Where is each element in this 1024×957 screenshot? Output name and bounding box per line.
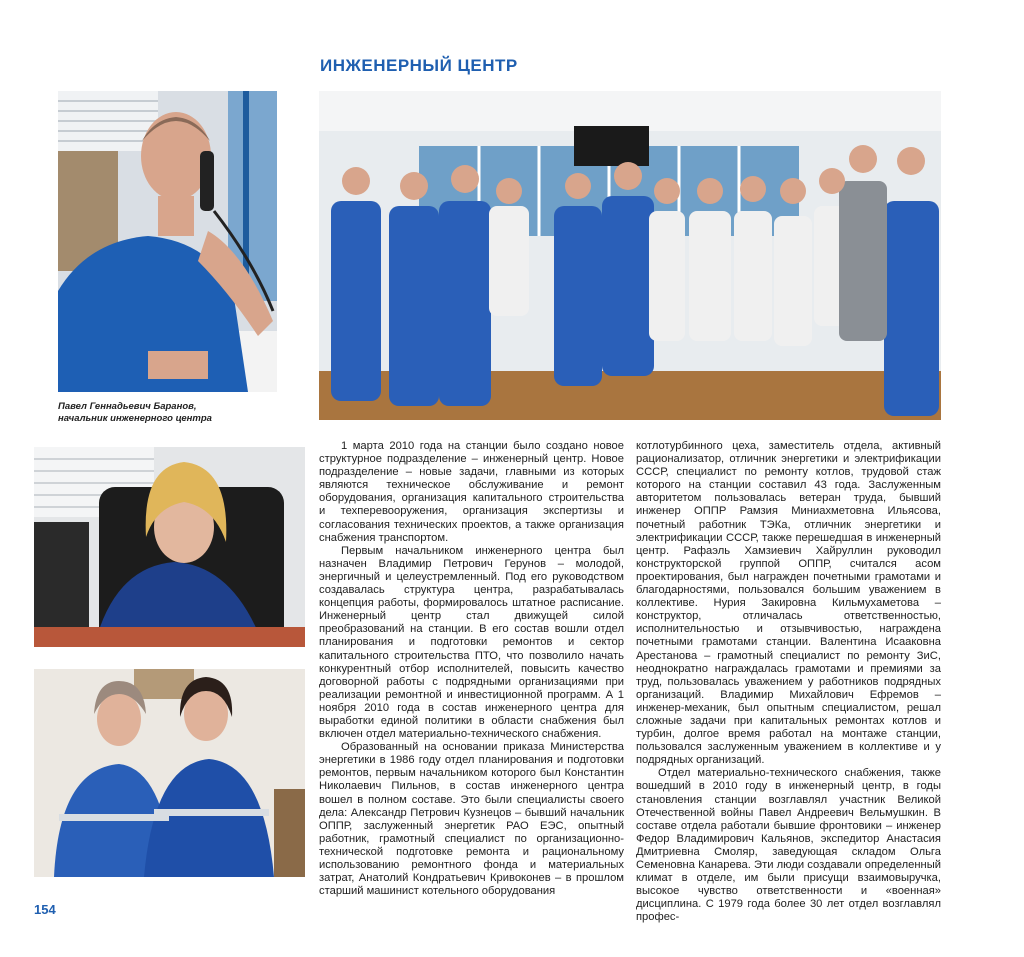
paragraph: 1 марта 2010 года на станции было создано новое структурное подразделение – инженерный центр. Новое подразделение – новые задачи, главными из которых являются техническое обслуживание и ремонт оборудования, организация капитального строительства и техперевооружения, организация экспертизы и согласования технических проектов, а также организация снабжения транспортом. xyxy=(319,440,624,544)
two-women-photo xyxy=(34,669,305,877)
paragraph: Отдел материально-технического снабжения, также вошедший в 2010 году в инженерный центр, в годы становления станции возглавлял участник Великой Отечественной войны Павел Андреевич Вельмушкин. В составе отдела работали бывшие фронтовики – инженер Федор Владимирович Кальянов, экспедитор Анастасия Дмитриевна Смоляр, заведующая складом Ольга Семеновна Канарева. Эти люди создавали определенный климат в отделе, им были присущи взаимовыручка, высокое чувство ответственности и «военная» дисциплина. С 1979 года более 30 лет отдел возглавлял профес- xyxy=(636,767,941,924)
paragraph: котлотурбинного цеха, заместитель отдела, активный рационализатор, отличник энергетики и электрификации СССР, специалист по ремонту котлов, трудовой стаж которого на станции составил 43 года. Заслуженным авторитетом пользовалась ветеран труда, бывший инженер ОППР Рамзия Миниахметовна Ильясова, почетный работник ТЭКа, отличник энергетики и электрификации СССР, также перешедшая в инженерный центр. Рафаэль Хамзиевич Хайруллин руководил конструкторской группой ОППР, считался асом проектирования, был награжден почетными грамотами и благодарностями, пользовался большим уважением в коллективе. Нурия Закировна Кильмухаметова – конструктор, отличалась ответственностью, исполнительностью и отзывчивостью, награждена почетными грамотами станции. Валентина Исааковна Арестанова – грамотный специалист по ремонту ЗиС, неоднократно награждалась грамотами и премиями за труд, пользовалась уважением у работников подрядных организаций. Владимир Михайлович Ефремов – инженер-механик, был опытным специалистом, решал сложные задачи при капитальных ремонтах котлов и турбин, долгое время работал на монтаже станции, пользовался заслуженным уважением в коллективе и у подрядных организаций. xyxy=(636,440,941,767)
portrait-photo-head xyxy=(58,91,277,392)
caption-name: Павел Геннадьевич Баранов, xyxy=(58,401,197,412)
page-number: 154 xyxy=(34,902,56,917)
section-title: ИНЖЕНЕРНЫЙ ЦЕНТР xyxy=(320,56,518,75)
paragraph: Первым начальником инженерного центра был назначен Владимир Петрович Герунов – молодой, энергичный и целеустремленный. Под его руководством создавалась структура центра, разрабатывалась концепция работы, формировалось штатное расписание. Инженерный центр стал движущей силой преобразований на станции. В его состав вошли отдел планирования и подготовки ремонтов и сектор капитального строительства ПТО, что позволило начать конкурентный отбор исполнителей, повысить качество договорной работы с подрядными организациями при реализации ремонтной и инвестиционной программ. А 1 ноября 2010 года в состав инженерного центра для выработки единой политики в области снабжения был включен отдел материально-технического снабжения. xyxy=(319,544,624,741)
woman-desk-photo xyxy=(34,447,305,647)
article-column-2 xyxy=(636,440,941,924)
paragraph: Образованный на основании приказа Министерства энергетики в 1986 году отдел планирования и подготовки ремонтов, первым начальником которого был Константин Николаевич Пильнов, в состав инженерного центра вошел в полном составе. Это были специалисты своего дела: Александр Петрович Кузнецов – бывший начальник ОППР, заслуженный энергетик РАО ЕЭС, опытный работник, грамотный специалист по организационно-технической подготовке ремонта и рациональному использованию ремонтного фонда и материальных затрат, Анатолий Кондратьевич Кривоконев – в прошлом старший машинист котельного оборудования xyxy=(319,741,624,898)
caption-position: начальник инженерного центра xyxy=(58,413,212,424)
article-column-1 xyxy=(319,440,624,898)
photo-caption xyxy=(58,401,288,425)
group-photo xyxy=(319,91,941,420)
